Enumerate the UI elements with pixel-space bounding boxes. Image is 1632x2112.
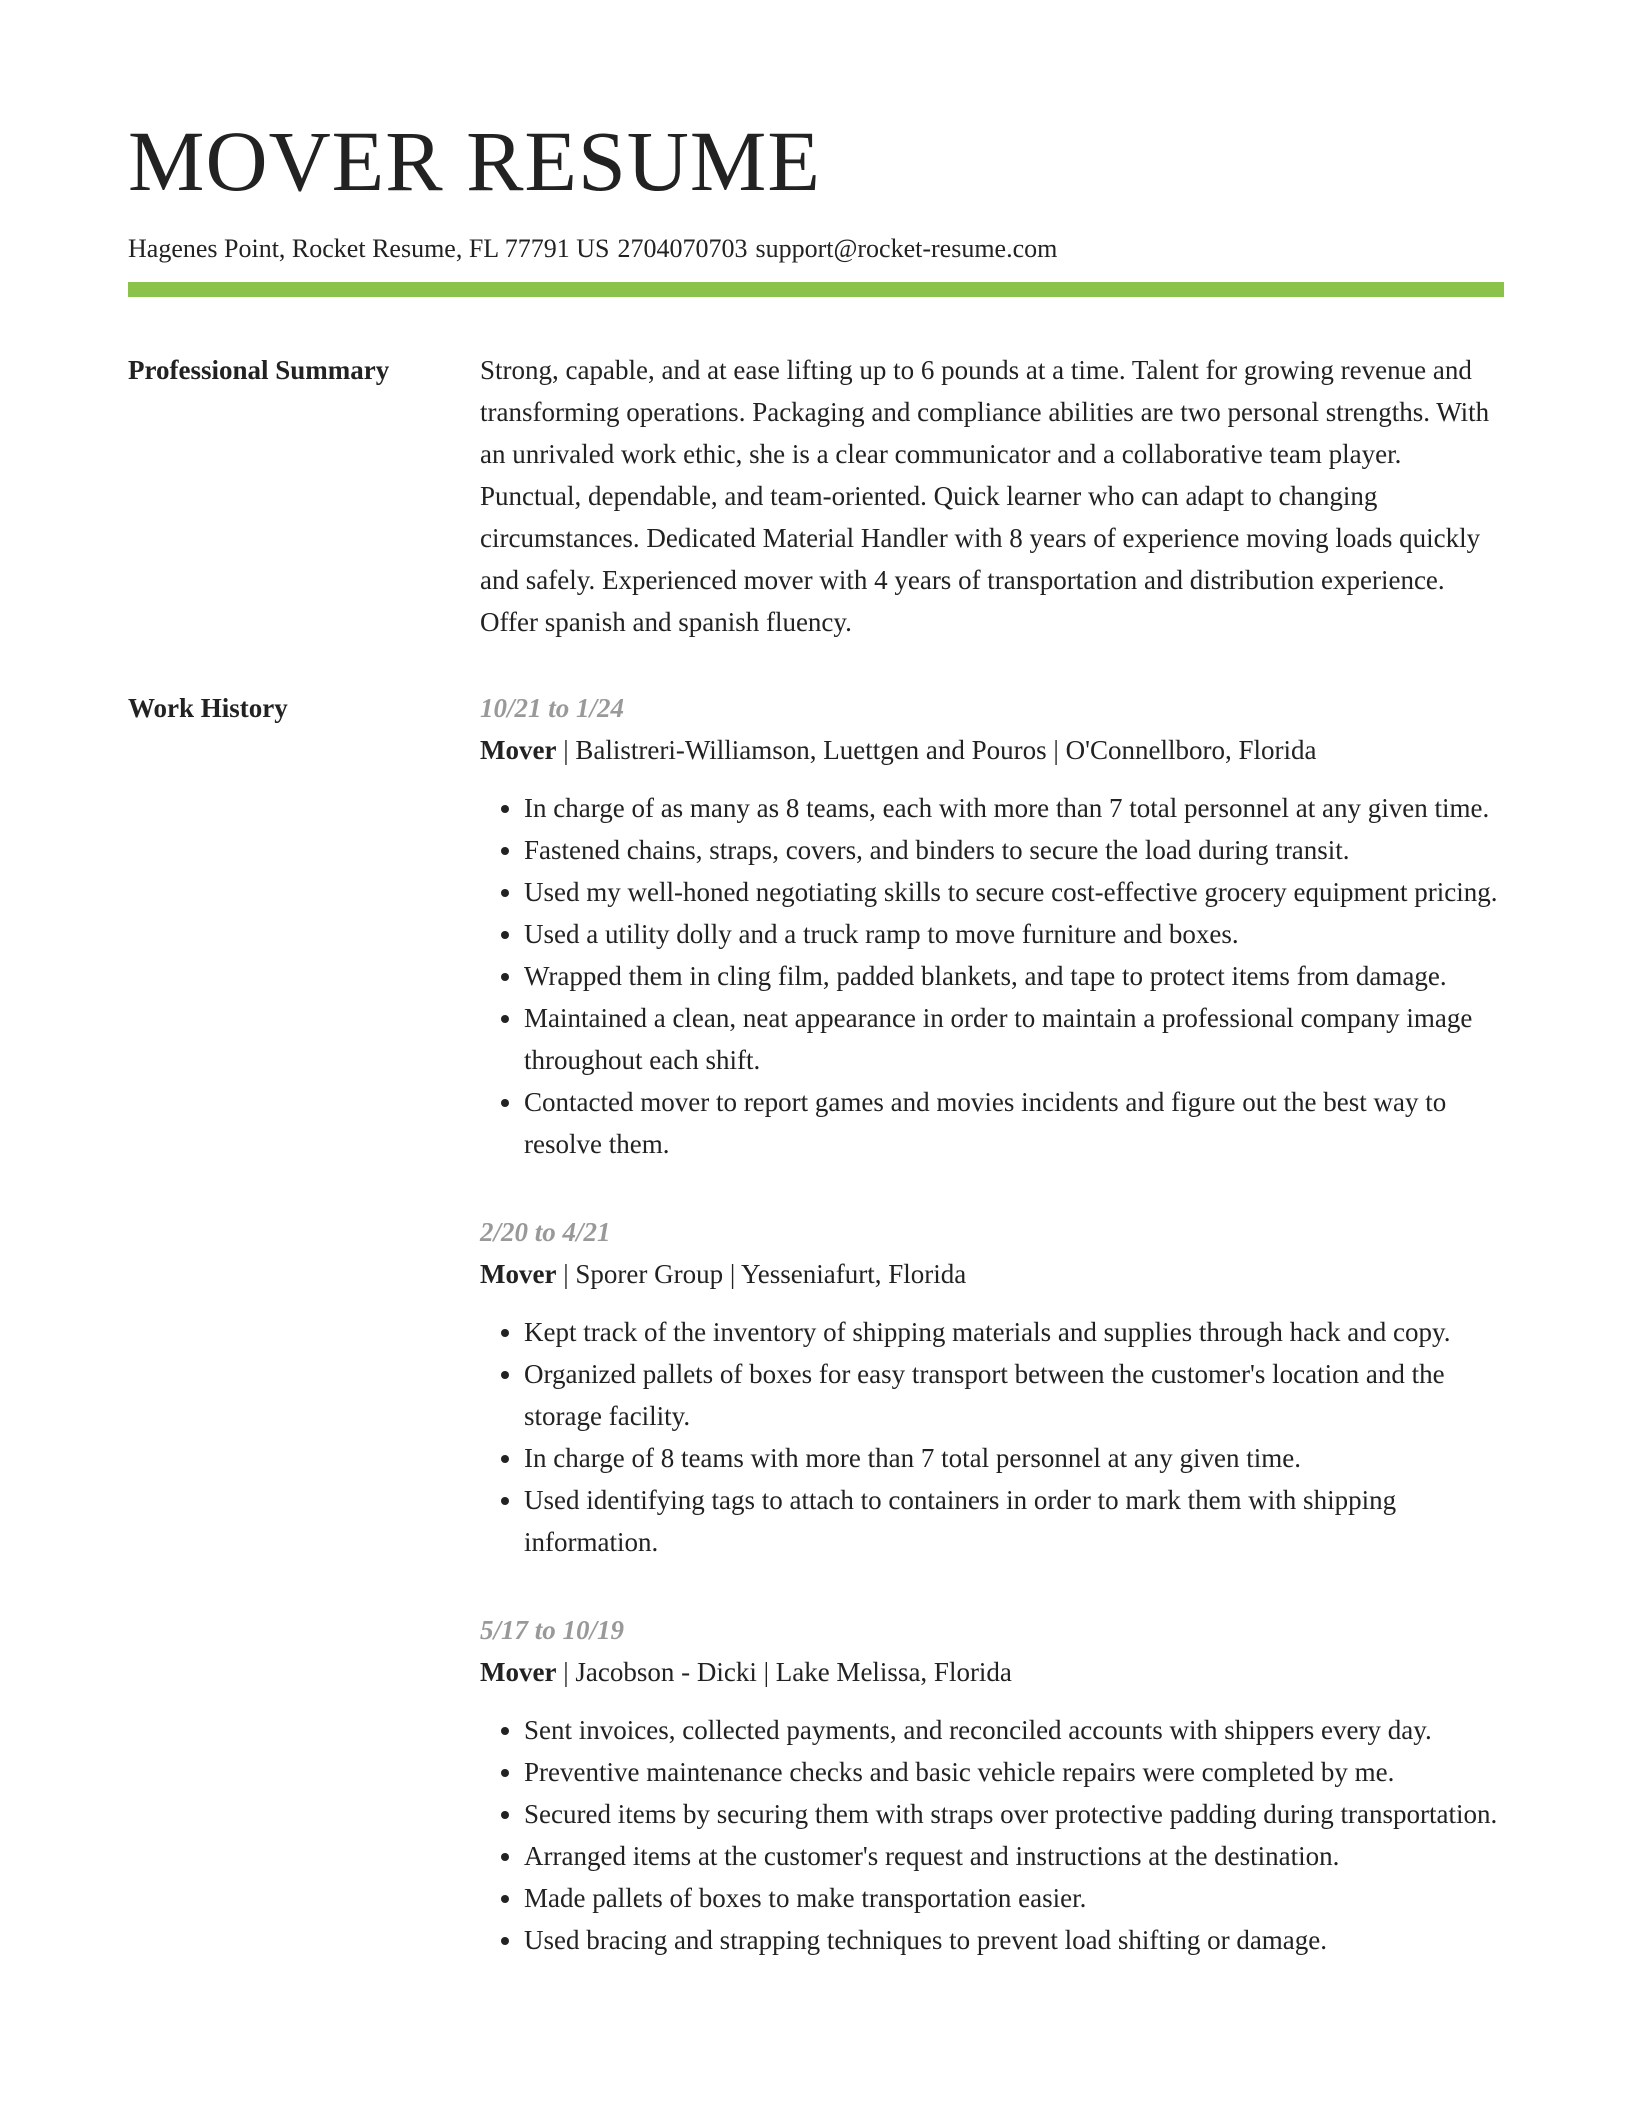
job-bullet: • Used bracing and strapping techniques to prevent load shifting or damage.: [524, 1919, 1504, 1961]
job-bullet: • Fastened chains, straps, covers, and binders to secure the load during transit.: [524, 829, 1504, 871]
job-title: Mover: [480, 1259, 557, 1289]
job-heading: [480, 1253, 1504, 1295]
job-bullet-list: [480, 787, 1504, 1165]
professional-summary-heading: Professional Summary: [128, 355, 390, 385]
work-history-heading: Work History: [128, 693, 288, 723]
job-bullet: • In charge of as many as 8 teams, each with more than 7 total personnel at any given time.: [524, 787, 1504, 829]
job-employer-location: | Jacobson - Dicki | Lake Melissa, Florida: [556, 1657, 1012, 1687]
job-entry: [480, 1609, 1504, 1961]
job-heading: [480, 1651, 1504, 1693]
resume-title: MOVER RESUME: [128, 113, 821, 209]
job-employer-location: | Sporer Group | Yesseniafurt, Florida: [556, 1259, 967, 1289]
resume-page: [128, 0, 1504, 2007]
contact-email: support@rocket-resume.com: [755, 234, 1058, 263]
job-entry: [480, 1211, 1504, 1563]
work-history-section: [128, 687, 1504, 2007]
contact-line: [128, 232, 1504, 266]
job-bullet-list: [480, 1709, 1504, 1961]
job-bullet: • Maintained a clean, neat appearance in order to maintain a professional company image throughout each shift.: [524, 997, 1504, 1081]
contact-address: Hagenes Point, Rocket Resume, FL 77791 US: [128, 234, 610, 263]
job-bullet: • Made pallets of boxes to make transportation easier.: [524, 1877, 1504, 1919]
job-bullet: • Organized pallets of boxes for easy transport between the customer's location and the storage facility.: [524, 1353, 1504, 1437]
job-bullet: • Kept track of the inventory of shipping materials and supplies through hack and copy.: [524, 1311, 1504, 1353]
job-bullet: • Preventive maintenance checks and basic vehicle repairs were completed by me.: [524, 1751, 1504, 1793]
job-bullet: • Used a utility dolly and a truck ramp to move furniture and boxes.: [524, 913, 1504, 955]
work-history-list: [480, 687, 1504, 2007]
professional-summary-section: [128, 349, 1504, 643]
job-bullet: • Sent invoices, collected payments, and reconciled accounts with shippers every day.: [524, 1709, 1504, 1751]
job-title: Mover: [480, 1657, 557, 1687]
job-bullet: • Used identifying tags to attach to containers in order to mark them with shipping information.: [524, 1479, 1504, 1563]
job-bullet: • Used my well-honed negotiating skills to secure cost-effective grocery equipment pricing.: [524, 871, 1504, 913]
job-dates: 2/20 to 4/21: [480, 1217, 611, 1247]
header-divider: [128, 282, 1504, 297]
job-bullet: • Wrapped them in cling film, padded blankets, and tape to protect items from damage.: [524, 955, 1504, 997]
contact-phone: 2704070703: [617, 234, 748, 263]
job-employer-location: | Balistreri-Williamson, Luettgen and Pouros | O'Connellboro, Florida: [556, 735, 1317, 765]
job-bullet: • Secured items by securing them with straps over protective padding during transportation.: [524, 1793, 1504, 1835]
job-bullet: • In charge of 8 teams with more than 7 total personnel at any given time.: [524, 1437, 1504, 1479]
job-title: Mover: [480, 735, 557, 765]
job-dates: 10/21 to 1/24: [480, 693, 625, 723]
professional-summary-text: Strong, capable, and at ease lifting up to 6 pounds at a time. Talent for growing revenue and transforming operations. Packaging and compliance abilities are two personal strengths. With an unrivaled work ethic, she is a clear communicator and a collaborative team player. Punctual, dependable, and team-oriented. Quick learner who can adapt to changing circumstances. Dedicated Material Handler with 8 years of experience moving loads quickly and safely. Experienced mover with 4 years of transportation and distribution experience. Offer spanish and spanish fluency.: [480, 355, 1490, 637]
job-bullet: • Arranged items at the customer's request and instructions at the destination.: [524, 1835, 1504, 1877]
job-bullet: • Contacted mover to report games and movies incidents and figure out the best way to resolve them.: [524, 1081, 1504, 1165]
job-bullet-list: [480, 1311, 1504, 1563]
job-entry: [480, 687, 1504, 1165]
professional-summary-body: [480, 349, 1504, 643]
job-heading: [480, 729, 1504, 771]
job-dates: 5/17 to 10/19: [480, 1615, 625, 1645]
